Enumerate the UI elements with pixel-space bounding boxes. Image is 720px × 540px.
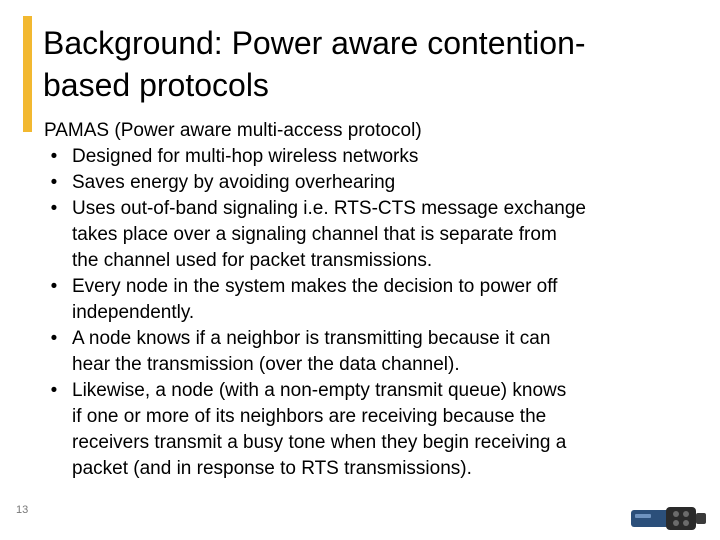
bullet-text-line: receivers transmit a busy tone when they begin receiving a xyxy=(72,432,567,453)
slide-title-line-1: Background: Power aware contention- xyxy=(43,25,586,61)
bullet-text-line: hear the transmission (over the data channel). xyxy=(72,354,460,375)
bullet-point-icon: • xyxy=(50,328,58,349)
bullet-item xyxy=(44,170,684,196)
bullet-text-line: Likewise, a node (with a non-empty transmit queue) knows xyxy=(72,380,567,401)
bullet-item xyxy=(44,196,684,274)
bullet-item xyxy=(44,274,684,326)
bullet-text-line: if one or more of its neighbors are receiving because the xyxy=(72,406,547,427)
bullet-text-line: Uses out-of-band signaling i.e. RTS-CTS message exchange xyxy=(72,198,586,219)
section-heading: PAMAS (Power aware multi-access protocol) xyxy=(44,120,422,141)
bullet-point-icon: • xyxy=(50,146,58,167)
bullet-list xyxy=(44,144,684,482)
bullet-text-line: A node knows if a neighbor is transmitting because it can xyxy=(72,328,551,349)
bullet-point-icon: • xyxy=(50,380,58,401)
bullet-item xyxy=(44,144,684,170)
bullet-item xyxy=(44,378,684,482)
bullet-text-line: packet (and in response to RTS transmissions). xyxy=(72,458,472,479)
slide-title-line-2: based protocols xyxy=(43,67,269,103)
bullet-text-line: the channel used for packet transmissions. xyxy=(72,250,433,271)
bullet-point-icon: • xyxy=(50,198,58,219)
bullet-item xyxy=(44,326,684,378)
bullet-point-icon: • xyxy=(50,276,58,297)
bullet-text-line: independently. xyxy=(72,302,195,323)
bullet-text-line: Saves energy by avoiding overhearing xyxy=(72,172,396,193)
bullet-point-icon: • xyxy=(50,172,58,193)
slide-title xyxy=(43,22,703,106)
device-logo-icon xyxy=(630,503,708,533)
bullet-text-line: Designed for multi-hop wireless networks xyxy=(72,146,419,167)
slide-number: 13 xyxy=(16,504,29,516)
slide-content xyxy=(44,118,684,482)
bullet-text-line: Every node in the system makes the decision to power off xyxy=(72,276,558,297)
title-accent-bar xyxy=(23,16,32,132)
bullet-text-line: takes place over a signaling channel that is separate from xyxy=(72,224,557,245)
